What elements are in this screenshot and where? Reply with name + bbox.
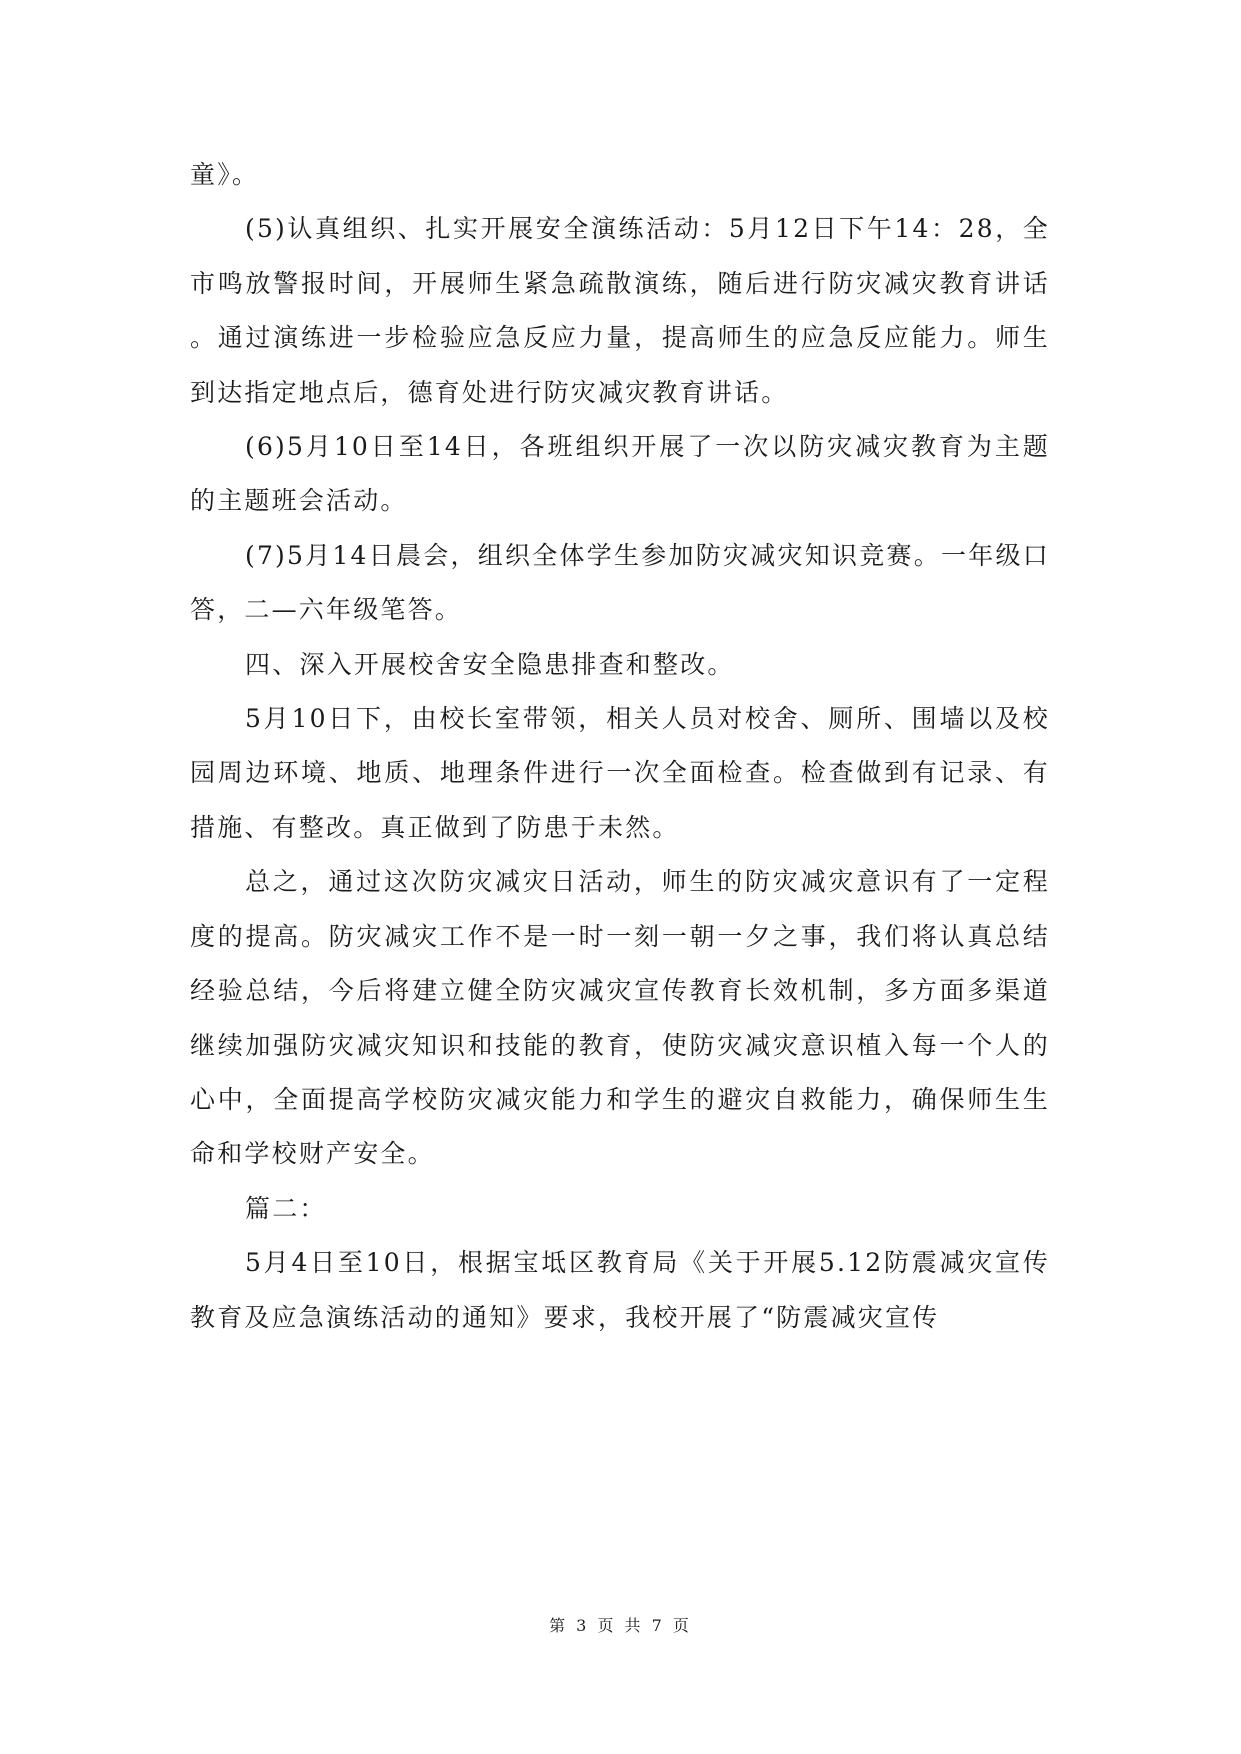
paragraph-continuation: 童》。 [190,160,260,189]
paragraph-summary: 总之，通过这次防灾减灾日活动，师生的防灾减灾意识有了一定程度的提高。防灾减灾工作不是一时一刻一朝一夕之事，我们将认真总结经验总结，今后将建立健全防灾减灾宣传教育长效机制，多方面多渠道继续加强防灾减灾知识和技能的教育，使防灾减灾意识植入每一个人的心中，全面提高学校防灾减灾能力和学生的避灾自救能力，确保师生生命和学校财产安全。 [190,867,1050,1169]
section-heading-inspection: 四、深入开展校舍安全隐患排查和整改。 [245,649,735,679]
paragraph-part-two-intro: 5月4日至10日，根据宝坻区教育局《关于开展5.12防震减灾宣传教育及应急演练活动的通知》要求，我校开展了“防震减灾宣传 [190,1248,1050,1332]
page-number-footer: 第 3 页 共 7 页 [549,1616,692,1635]
paragraph-inspection: 5月10日下，由校长室带领，相关人员对校舍、厕所、围墙以及校园周边环境、地质、地理条件进行一次全面检查。检查做到有记录、有措施、有整改。真正做到了防患于未然。 [190,704,1050,842]
paragraph-knowledge-contest: (7)5月14日晨会，组织全体学生参加防灾减灾知识竞赛。一年级口答，二—六年级笔答。 [190,540,1050,625]
document-body [190,148,1050,1345]
paragraph-drill-activity: (5)认真组织、扎实开展安全演练活动：5月12日下午14：28，全市鸣放警报时间，开展师生紧急疏散演练，随后进行防灾减灾教育讲话。通过演练进一步检验应急反应力量，提高师生的应急反应能力。师生到达指定地点后，德育处进行防灾减灾教育讲话。 [190,214,1050,407]
paragraph-class-meeting: (6)5月10日至14日，各班组织开展了一次以防灾减灾教育为主题的主题班会活动。 [190,432,1050,516]
section-heading-part-two: 篇二： [245,1193,327,1223]
